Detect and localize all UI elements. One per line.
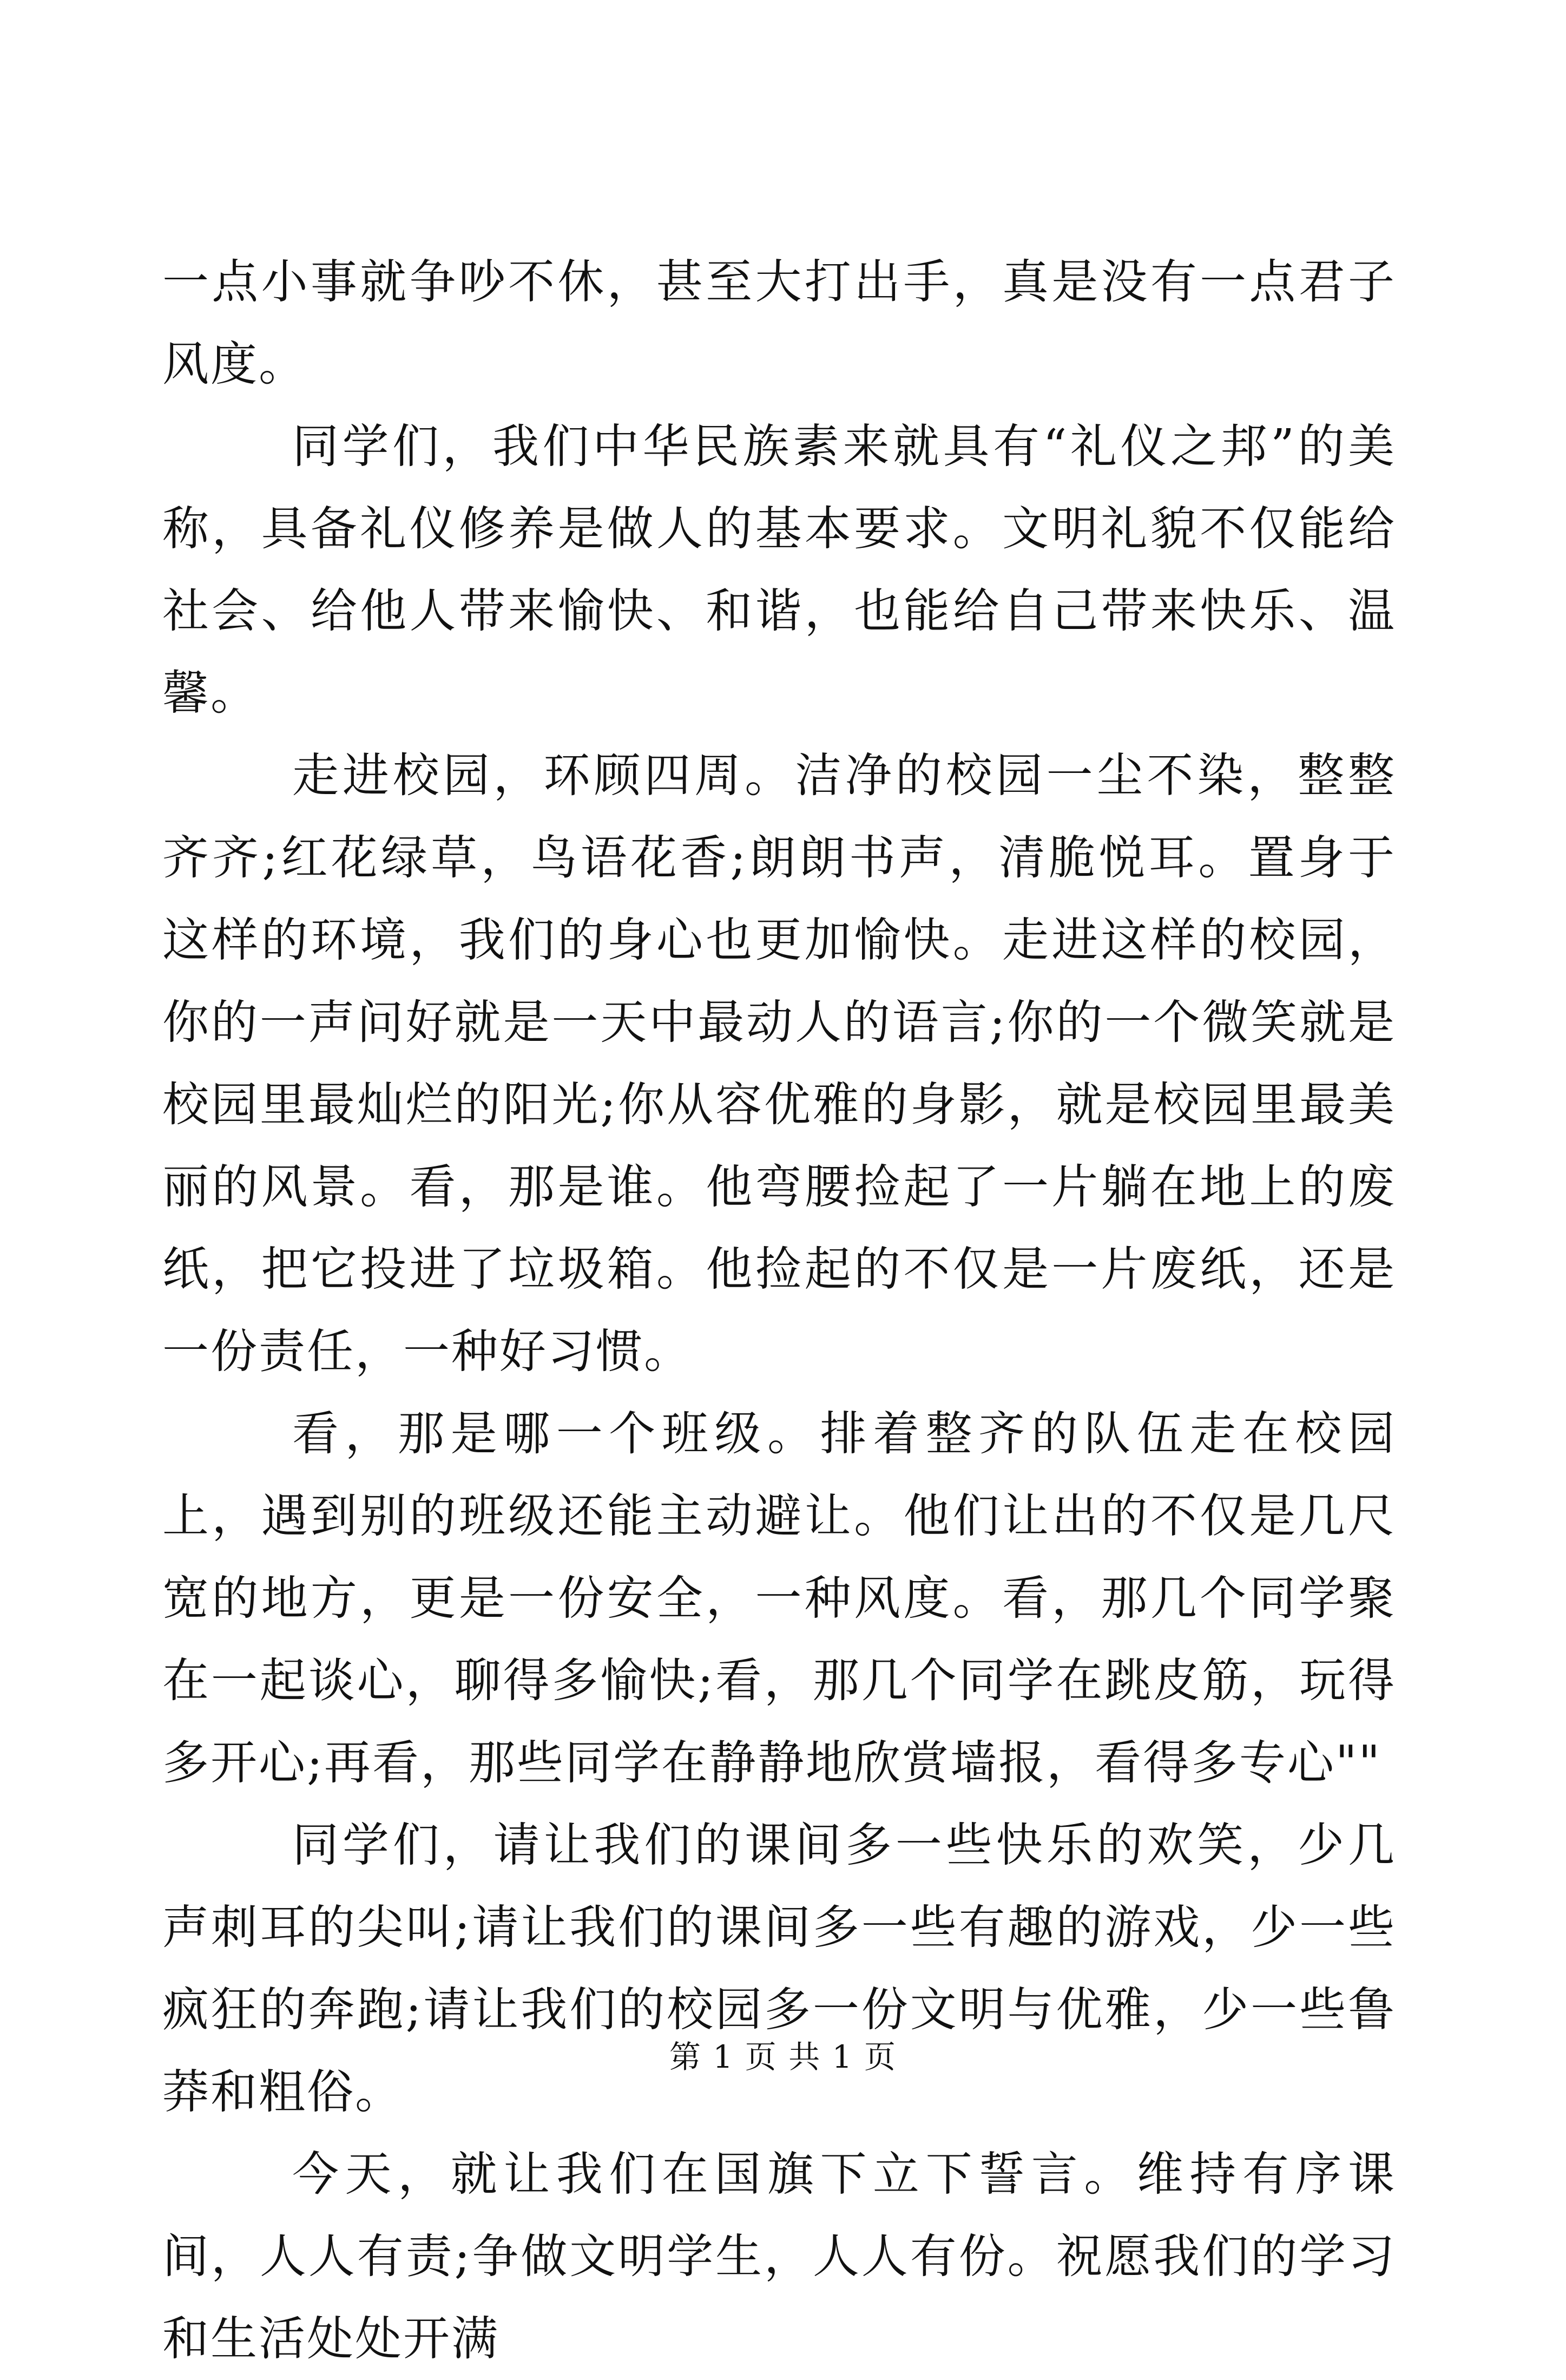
page-footer: 第 1 页 共 1 页 — [669, 2038, 897, 2075]
paragraph-6: 今天，就让我们在国旗下立下誓言。维持有序课间，人人有责;争做文明学生，人人有份。祝愿我们的学习和生活处处开满 — [162, 2147, 1396, 2366]
paragraph-5: 同学们，请让我们的课间多一些快乐的欢笑，少几声刺耳的尖叫;请让我们的课间多一些有趣的游戏，少一些疯狂的奔跑;请让我们的校园多一份文明与优雅，少一些鲁莽和粗俗。 — [162, 1818, 1396, 2119]
paragraph-3: 走进校园，环顾四周。洁净的校园一尘不染，整整齐齐;红花绿草，鸟语花香;朗朗书声，清脆悦耳。置身于这样的环境，我们的身心也更加愉快。走进这样的校园，你的一声问好就是一天中最动人的语言;你的一个微笑就是校园里最灿烂的阳光;你从容优雅的身影，就是校园里最美丽的风景。看，那是谁。他弯腰捡起了一片躺在地上的废纸，把它投进了垃圾箱。他捡起的不仅是一片废纸，还是一份责任，一种好习惯。 — [162, 749, 1396, 1379]
paragraph-4: 看，那是哪一个班级。排着整齐的队伍走在校园上，遇到别的班级还能主动避让。他们让出的不仅是几尺宽的地方，更是一份安全，一种风度。看，那几个同学聚在一起谈心，聊得多愉快;看，那几个同学在跳皮筋，玩得多开心;再看，那些同学在静静地欣赏墙报，看得多专心"" — [162, 1407, 1396, 1790]
paragraph-2: 同学们，我们中华民族素来就具有“礼仪之邦”的美称，具备礼仪修养是做人的基本要求。文明礼貌不仅能给社会、给他人带来愉快、和谐，也能给自己带来快乐、温馨。 — [162, 419, 1396, 720]
paragraph-1: 一点小事就争吵不休，甚至大打出手，真是没有一点君子风度。 — [162, 255, 1396, 391]
